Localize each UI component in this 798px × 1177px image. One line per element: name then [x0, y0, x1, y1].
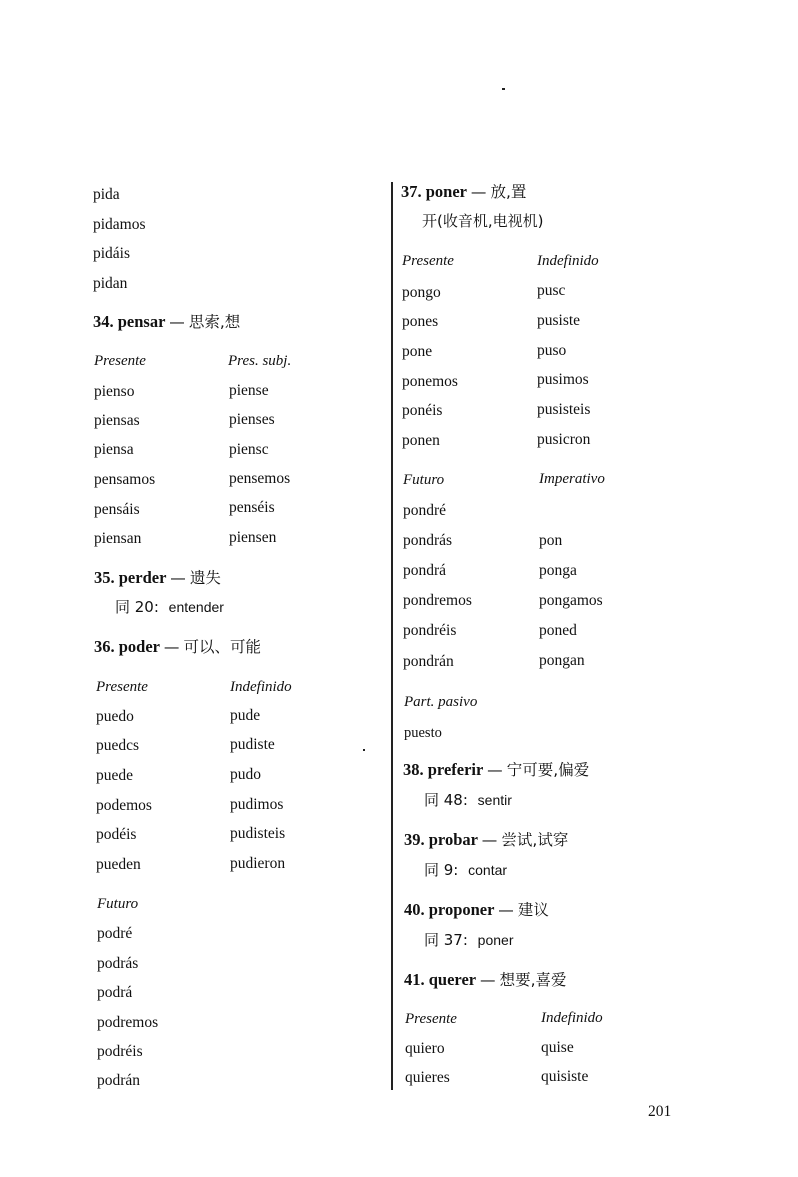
conjugation-form: podremos — [97, 1014, 159, 1031]
same-as-reference — [424, 931, 513, 950]
entry-meaning: 尝试,试穿 — [501, 831, 569, 849]
conjugation-form: pidáis — [93, 245, 131, 262]
conjugation-form: pienso — [94, 383, 135, 400]
conjugation-form: puedcs — [96, 737, 140, 754]
column-divider — [391, 182, 393, 1090]
entry-heading-preferir — [403, 761, 589, 779]
conjugation-form: pudiste — [230, 736, 275, 753]
conjugation-form: piense — [229, 382, 269, 399]
reference-verb: entender — [168, 599, 224, 615]
conjugation-form: podré — [97, 925, 133, 942]
em-dash: — — [481, 831, 498, 849]
conjugation-form: pondremos — [403, 592, 472, 609]
conjugation-form: podrá — [97, 984, 133, 1001]
scan-speck — [502, 88, 505, 90]
entry-meaning: 可以、可能 — [183, 638, 261, 656]
conjugation-form: piensas — [94, 412, 140, 429]
entry-heading-perder — [94, 569, 221, 587]
entry-heading-poner — [401, 183, 526, 201]
conjugation-form: pusicron — [537, 431, 591, 448]
entry-verb: pensar — [117, 312, 166, 331]
entry-heading-proponer — [404, 901, 549, 919]
tense-header: Futuro — [403, 472, 445, 488]
conjugation-form: puesto — [404, 725, 442, 741]
conjugation-form: penséis — [229, 499, 275, 516]
em-dash: — — [170, 569, 186, 587]
conjugation-form: pondré — [403, 502, 447, 519]
entry-number: 35. — [94, 568, 115, 587]
conjugation-form: pusisteis — [537, 401, 591, 418]
entry-meaning: 思索,想 — [188, 313, 241, 331]
conjugation-form: pudieron — [230, 855, 286, 872]
conjugation-form: pudimos — [230, 796, 284, 813]
conjugation-form: pondrás — [403, 532, 453, 549]
same-as-reference — [424, 861, 507, 880]
entry-heading-probar — [404, 831, 568, 849]
conjugation-form: quiero — [405, 1040, 445, 1057]
entry-verb: perder — [118, 568, 167, 587]
entry-number: 38. — [403, 760, 424, 779]
conjugation-form: pongan — [539, 652, 585, 669]
conjugation-form: pudo — [230, 766, 261, 783]
em-dash: — — [169, 313, 185, 331]
tense-header: Presente — [402, 253, 454, 269]
conjugation-form: ponemos — [402, 373, 458, 390]
conjugation-form: pon — [539, 532, 563, 549]
entry-meaning: 遗失 — [189, 569, 221, 587]
conjugation-form: pensemos — [229, 470, 291, 487]
reference-number: 同 37: — [424, 931, 468, 949]
entry-heading-pensar — [93, 313, 240, 331]
conjugation-form: podréis — [97, 1043, 143, 1060]
conjugation-form: piensc — [229, 441, 269, 458]
conjugation-form: quise — [541, 1039, 574, 1056]
conjugation-form: pones — [402, 313, 439, 330]
conjugation-form: podéis — [96, 826, 137, 843]
entry-verb: poder — [118, 637, 160, 656]
same-as-reference — [424, 791, 512, 810]
conjugation-form: piensan — [94, 530, 142, 547]
reference-number: 同 9: — [424, 861, 459, 879]
reference-number: 同 20: — [115, 598, 159, 616]
conjugation-form: ponen — [402, 432, 440, 449]
conjugation-form: pueden — [96, 856, 141, 873]
tense-header: Imperativo — [539, 471, 605, 487]
entry-number: 40. — [404, 900, 425, 919]
conjugation-form: pensáis — [94, 501, 140, 518]
conjugation-form: pusiste — [537, 312, 581, 329]
conjugation-form: podrán — [97, 1072, 141, 1089]
tense-header: Indefinido — [230, 679, 292, 695]
conjugation-form: puedo — [96, 708, 134, 725]
conjugation-form: pongamos — [539, 592, 603, 609]
conjugation-form: pondréis — [403, 622, 457, 639]
conjugation-form: pidan — [93, 275, 128, 292]
conjugation-form: pienses — [229, 411, 275, 428]
conjugation-form: pondrán — [403, 653, 454, 670]
em-dash: — — [487, 761, 503, 779]
tense-header: Indefinido — [537, 253, 599, 269]
conjugation-form: quieres — [405, 1069, 450, 1086]
tense-header: Indefinido — [541, 1010, 603, 1026]
entry-meaning-secondary: 开(收音机,电视机) — [422, 212, 544, 230]
entry-meaning: 宁可要,偏爱 — [506, 761, 590, 779]
entry-meaning: 放,置 — [490, 183, 527, 201]
tense-header: Presente — [94, 353, 146, 369]
entry-meaning: 建议 — [517, 901, 549, 919]
em-dash: — — [479, 971, 496, 989]
tense-header: Presente — [96, 679, 148, 695]
entry-verb: querer — [428, 970, 476, 989]
conjugation-form: piensen — [229, 529, 277, 546]
entry-number: 41. — [404, 970, 425, 989]
conjugation-form: piensa — [94, 441, 134, 458]
page-number: 201 — [648, 1103, 672, 1120]
tense-header: Futuro — [97, 896, 139, 912]
same-as-reference — [115, 598, 224, 617]
em-dash: — — [163, 638, 180, 656]
entry-verb: poner — [425, 182, 467, 201]
entry-meaning: 想要,喜爱 — [499, 971, 567, 989]
conjugation-form: pensamos — [94, 471, 156, 488]
conjugation-form: pondrá — [403, 562, 447, 579]
entry-number: 37. — [401, 182, 422, 201]
entry-heading-poder — [94, 638, 261, 656]
conjugation-form: pude — [230, 707, 261, 724]
em-dash: — — [470, 183, 487, 201]
conjugation-form: pudisteis — [230, 825, 286, 842]
entry-verb: preferir — [427, 760, 484, 779]
tense-header: Pres. subj. — [228, 353, 292, 369]
conjugation-form: podrás — [97, 955, 139, 972]
conjugation-form: pida — [93, 186, 120, 203]
conjugation-form: pongo — [402, 284, 441, 301]
reference-verb: poner — [477, 932, 514, 948]
entry-verb: proponer — [428, 900, 495, 919]
tense-header: Presente — [405, 1011, 457, 1027]
entry-number: 36. — [94, 637, 115, 656]
scan-speck — [363, 749, 365, 751]
conjugation-form: pusimos — [537, 371, 589, 388]
entry-number: 39. — [404, 830, 425, 849]
reference-verb: contar — [468, 862, 508, 878]
tense-header: Part. pasivo — [404, 694, 478, 710]
conjugation-form: quisiste — [541, 1068, 589, 1085]
em-dash: — — [498, 901, 514, 919]
conjugation-form: pusc — [537, 282, 566, 299]
conjugation-form: pone — [402, 343, 433, 360]
conjugation-form: ponéis — [402, 402, 443, 419]
entry-verb: probar — [428, 830, 478, 849]
conjugation-form: puede — [96, 767, 134, 784]
entry-number: 34. — [93, 312, 114, 331]
conjugation-form: pidamos — [93, 216, 146, 233]
reference-verb: sentir — [477, 792, 512, 808]
entry-heading-querer — [404, 971, 567, 989]
reference-number: 同 48: — [424, 791, 468, 809]
conjugation-form: ponga — [539, 562, 577, 579]
conjugation-form: puso — [537, 342, 567, 359]
conjugation-form: podemos — [96, 797, 152, 814]
conjugation-form: poned — [539, 622, 577, 639]
